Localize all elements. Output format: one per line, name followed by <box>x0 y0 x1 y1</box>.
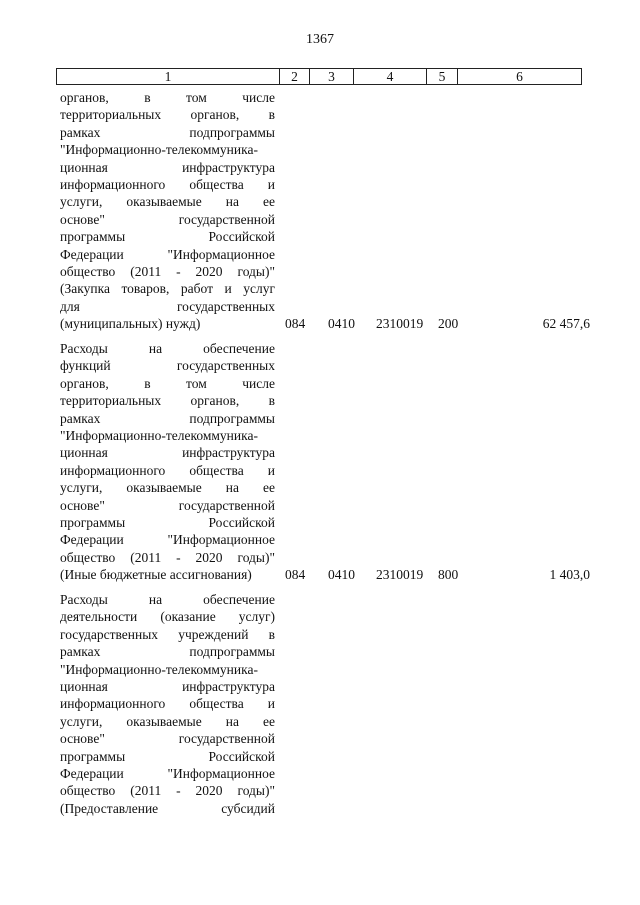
description-line: территориальных органов, в <box>60 393 275 409</box>
description-line: Расходы на обеспечение <box>60 341 275 356</box>
description-line: ционная инфраструктура <box>60 678 275 694</box>
cell-col-5: 200 <box>438 316 459 332</box>
description-line: программы Российской <box>60 748 275 764</box>
header-col-3: 3 <box>309 69 353 84</box>
description-line: Федерации "Информационное <box>60 532 275 548</box>
cell-col-5: 800 <box>438 567 459 583</box>
description-line: основе" государственной <box>60 497 275 513</box>
description-line: (Закупка товаров, работ и услуг <box>60 281 275 297</box>
description-line: функций государственных <box>60 358 275 374</box>
description-line: услуги, оказываемые на ее <box>60 194 275 210</box>
description-line: основе" государственной <box>60 731 275 747</box>
description-line: "Информационно-телекоммуника- <box>60 661 258 677</box>
header-col-1: 1 <box>164 69 172 84</box>
table-header <box>56 68 582 85</box>
header-col-2: 2 <box>279 69 309 84</box>
cell-col-6: 62 457,6 <box>542 316 590 332</box>
description-line: общество (2011 - 2020 годы)" <box>60 263 275 279</box>
cell-col-4: 2310019 <box>376 316 424 332</box>
description-line: (Иные бюджетные ассигнования) <box>60 567 252 583</box>
header-col-5: 5 <box>426 69 457 84</box>
description-line: органов, в том числе <box>60 90 275 105</box>
cell-col-2: 084 <box>285 316 306 332</box>
description-line: информационного общества и <box>60 696 275 712</box>
description-line: "Информационно-телекоммуника- <box>60 142 258 158</box>
description-line: органов, в том числе <box>60 375 275 391</box>
description-line: ционная инфраструктура <box>60 159 275 175</box>
description-line: государственных учреждений в <box>60 626 275 642</box>
description-line: (муниципальных) нужд) <box>60 316 201 332</box>
cell-col-3: 0410 <box>328 316 355 332</box>
row-description <box>60 340 275 583</box>
row-description <box>60 89 275 332</box>
header-col-4: 4 <box>353 69 426 84</box>
description-line: территориальных органов, в <box>60 107 275 123</box>
description-line: основе" государственной <box>60 211 275 227</box>
description-line: "Информационно-телекоммуника- <box>60 427 258 443</box>
description-line: для государственных <box>60 298 275 314</box>
description-line: деятельности (оказание услуг) <box>60 609 275 625</box>
description-line: рамках подпрограммы <box>60 410 275 426</box>
cell-col-2: 084 <box>285 567 306 583</box>
description-line: услуги, оказываемые на ее <box>60 713 275 729</box>
description-line: информационного общества и <box>60 462 275 478</box>
description-line: рамках подпрограммы <box>60 644 275 660</box>
description-line: услуги, оказываемые на ее <box>60 480 275 496</box>
cell-col-6: 1 403,0 <box>549 567 590 583</box>
description-line: программы Российской <box>60 229 275 245</box>
description-line: общество (2011 - 2020 годы)" <box>60 783 275 799</box>
description-line: информационного общества и <box>60 176 275 192</box>
description-line: программы Российской <box>60 514 275 530</box>
description-line: ционная инфраструктура <box>60 445 275 461</box>
description-line: Федерации "Информационное <box>60 246 275 262</box>
description-line: общество (2011 - 2020 годы)" <box>60 549 275 565</box>
header-col-6: 6 <box>457 69 581 84</box>
cell-col-3: 0410 <box>328 567 355 583</box>
description-line: Федерации "Информационное <box>60 765 275 781</box>
page-number: 1367 <box>306 32 334 47</box>
cell-col-4: 2310019 <box>376 567 424 583</box>
description-line: (Предоставление субсидий <box>60 800 275 816</box>
description-line: Расходы на обеспечение <box>60 592 275 607</box>
description-line: рамках подпрограммы <box>60 124 275 140</box>
row-description <box>60 591 275 817</box>
